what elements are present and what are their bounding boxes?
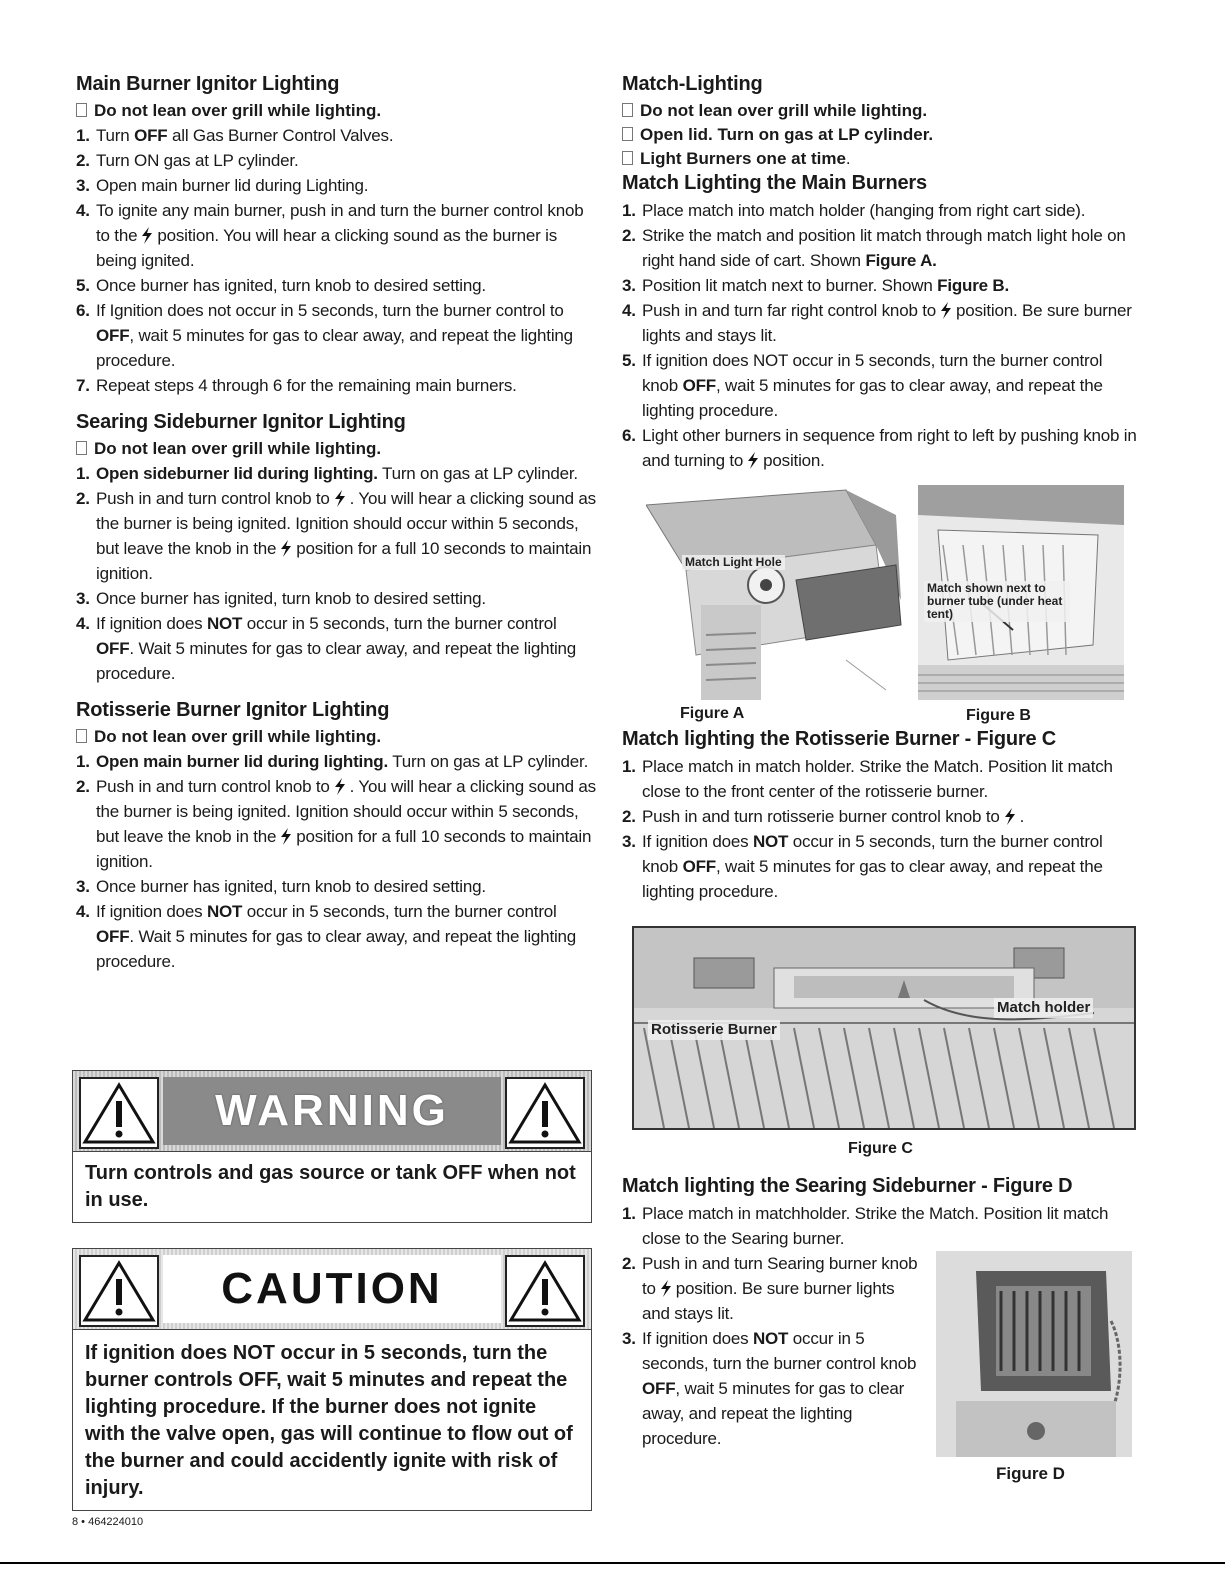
list-item: 2. Push in and turn rotisserie burner control knob to .	[622, 807, 1025, 826]
figure-c-callout-rotisserie-burner: Rotisserie Burner	[648, 1020, 780, 1040]
warning-word: WARNING	[163, 1077, 501, 1145]
ignite-icon	[1003, 808, 1017, 825]
caution-banner	[73, 1249, 591, 1330]
list-item: 4. Push in and turn far right control knob to position. Be sure burner lights and stays lit.	[622, 301, 1132, 345]
checkbox-icon	[76, 441, 87, 455]
main-burner-section	[76, 72, 596, 398]
warning-box	[72, 1070, 592, 1223]
page-footer: 8 • 464224010	[72, 1516, 144, 1528]
list-item: 5. Once burner has ignited, turn knob to desired setting.	[76, 276, 486, 295]
warning-banner	[73, 1071, 591, 1152]
list-item: 6. Light other burners in sequence from right to left by pushing knob in and turning to position.	[622, 426, 1137, 470]
list-item: 4. If ignition does NOT occur in 5 seconds, turn the burner control OFF. Wait 5 minutes for gas to clear away, and repeat the lighting procedure.	[76, 614, 577, 683]
warning-triangle-icon	[79, 1077, 159, 1149]
checkbox-icon	[622, 127, 633, 141]
match-warning-2: Open lid. Turn on gas at LP cylinder.	[622, 123, 1142, 147]
match-main-steps	[622, 198, 1142, 473]
caution-triangle-icon	[79, 1255, 159, 1327]
rotisserie-warning: Do not lean over grill while lighting.	[76, 725, 596, 749]
list-item: 3. If ignition does NOT occur in 5 seconds, turn the burner control knob OFF, wait 5 minutes for gas to clear away, and repeat the lighting procedure.	[622, 1329, 917, 1448]
list-item: 1. Place match in match holder. Strike the Match. Position lit match close to the front center of the rotisserie burner.	[622, 757, 1113, 801]
match-rotisserie-steps	[622, 754, 1142, 904]
figure-b-photo	[918, 485, 1124, 700]
right-column	[622, 72, 1142, 1483]
main-burner-warning: Do not lean over grill while lighting.	[76, 99, 596, 123]
list-item: 6. If Ignition does not occur in 5 seconds, turn the burner control to OFF, wait 5 minutes for gas to clear away, and repeat the lighting procedure.	[76, 301, 573, 370]
list-item: 1. Open main burner lid during lighting. Turn on gas at LP cylinder.	[76, 752, 589, 771]
match-searing-steps	[622, 1201, 1109, 1451]
figure-a-caption: Figure A	[680, 705, 745, 722]
checkbox-icon	[76, 103, 87, 117]
warning-text: Turn controls and gas source or tank OFF when not in use.	[85, 1162, 576, 1211]
figure-c-caption: Figure C	[848, 1140, 913, 1157]
list-item: 3. Position lit match next to burner. Shown Figure B.	[622, 276, 1010, 295]
main-burner-title: Main Burner Ignitor Lighting	[76, 73, 340, 95]
ignite-icon	[333, 490, 347, 507]
figure-c-photo	[632, 926, 1136, 1130]
ignite-icon	[659, 1280, 673, 1297]
warning-triangle-icon	[505, 1077, 585, 1149]
list-item: 3. If ignition does NOT occur in 5 seconds, turn the burner control knob OFF, wait 5 minutes for gas to clear away, and repeat the lighting procedure.	[622, 832, 1103, 901]
ignite-icon	[333, 778, 347, 795]
rotisserie-steps	[76, 749, 596, 974]
list-item: 7. Repeat steps 4 through 6 for the remaining main burners.	[76, 376, 517, 395]
figure-d-photo	[936, 1251, 1132, 1457]
rotisserie-title: Rotisserie Burner Ignitor Lighting	[76, 699, 390, 721]
searing-steps	[76, 461, 596, 686]
list-item: 2. Strike the match and position lit match through match light hole on right hand side of cart. Shown Figure A.	[622, 226, 1126, 270]
searing-title: Searing Sideburner Ignitor Lighting	[76, 411, 406, 433]
figure-d-caption: Figure D	[996, 1464, 1065, 1483]
caution-text: If ignition does NOT occur in 5 seconds, turn the burner controls OFF, wait 5 minutes and repeat the lighting procedure. If the burner does not ignite with the valve open, gas will continue to flow out of the burner and could accidently ignite with risk of injury.	[85, 1342, 573, 1499]
left-column	[76, 72, 596, 986]
rotisserie-section	[76, 698, 596, 974]
checkbox-icon	[76, 729, 87, 743]
figure-d-block	[622, 1201, 1142, 1483]
match-rotisserie-title: Match lighting the Rotisserie Burner - Figure C	[622, 728, 1056, 750]
figure-c-row	[622, 926, 1142, 1174]
figure-a-callout: Match Light Hole	[682, 555, 785, 570]
bottom-rule	[0, 1562, 1225, 1564]
figure-b-callout: Match shown next to burner tube (under heat tent)	[924, 581, 1070, 622]
ignite-icon	[140, 227, 154, 244]
match-warning-1: Do not lean over grill while lighting.	[622, 99, 1142, 123]
list-item: 3. Open main burner lid during Lighting.	[76, 176, 369, 195]
ignite-icon	[939, 302, 953, 319]
ignite-icon	[746, 452, 760, 469]
caution-box	[72, 1248, 592, 1511]
match-main-title: Match Lighting the Main Burners	[622, 172, 927, 194]
list-item: 4. To ignite any main burner, push in and turn the burner control knob to the position. You will hear a clicking sound as the burner is being ignited.	[76, 201, 584, 270]
match-warning-3: Light Burners one at time.	[622, 147, 1142, 171]
searing-warning: Do not lean over grill while lighting.	[76, 437, 596, 461]
match-lighting-title: Match-Lighting	[622, 73, 763, 95]
searing-sideburner-section	[76, 410, 596, 686]
list-item: 1. Open sideburner lid during lighting. Turn on gas at LP cylinder.	[76, 464, 578, 483]
list-item: 1. Turn OFF all Gas Burner Control Valves.	[76, 126, 394, 145]
checkbox-icon	[622, 151, 633, 165]
main-burner-steps	[76, 123, 596, 398]
caution-triangle-icon	[505, 1255, 585, 1327]
list-item: 2. Turn ON gas at LP cylinder.	[76, 151, 299, 170]
ignite-icon	[279, 540, 293, 557]
figure-ab-row	[622, 485, 1142, 727]
figure-c-callout-match-holder: Match holder	[994, 998, 1093, 1018]
ignite-icon	[279, 828, 293, 845]
figure-a-photo	[646, 485, 916, 700]
list-item: 1. Place match into match holder (hanging from right cart side).	[622, 201, 1086, 220]
match-searing-title: Match lighting the Searing Sideburner - Figure D	[622, 1175, 1073, 1197]
list-item: 4. If ignition does NOT occur in 5 seconds, turn the burner control OFF. Wait 5 minutes for gas to clear away, and repeat the lighting procedure.	[76, 902, 577, 971]
caution-word: CAUTION	[163, 1255, 501, 1323]
list-item: 3. Once burner has ignited, turn knob to desired setting.	[76, 877, 486, 896]
list-item: 2. Push in and turn control knob to . You will hear a clicking sound as the burner is being ignited. Ignition should occur within 5 seconds, but leave the knob in the position for a full 10 seconds to maintain ignition.	[76, 489, 596, 583]
list-item: 2. Push in and turn Searing burner knob to position. Be sure burner lights and stays lit.	[622, 1254, 918, 1323]
list-item: 3. Once burner has ignited, turn knob to desired setting.	[76, 589, 486, 608]
list-item: 1. Place match in matchholder. Strike the Match. Position lit match close to the Searing burner.	[622, 1204, 1109, 1248]
list-item: 2. Push in and turn control knob to . You will hear a clicking sound as the burner is being ignited. Ignition should occur within 5 seconds, but leave the knob in the position for a full 10 seconds to maintain ignition.	[76, 777, 596, 871]
figure-b-caption: Figure B	[966, 707, 1031, 724]
list-item: 5. If ignition does NOT occur in 5 seconds, turn the burner control knob OFF, wait 5 minutes for gas to clear away, and repeat the lighting procedure.	[622, 351, 1103, 420]
checkbox-icon	[622, 103, 633, 117]
